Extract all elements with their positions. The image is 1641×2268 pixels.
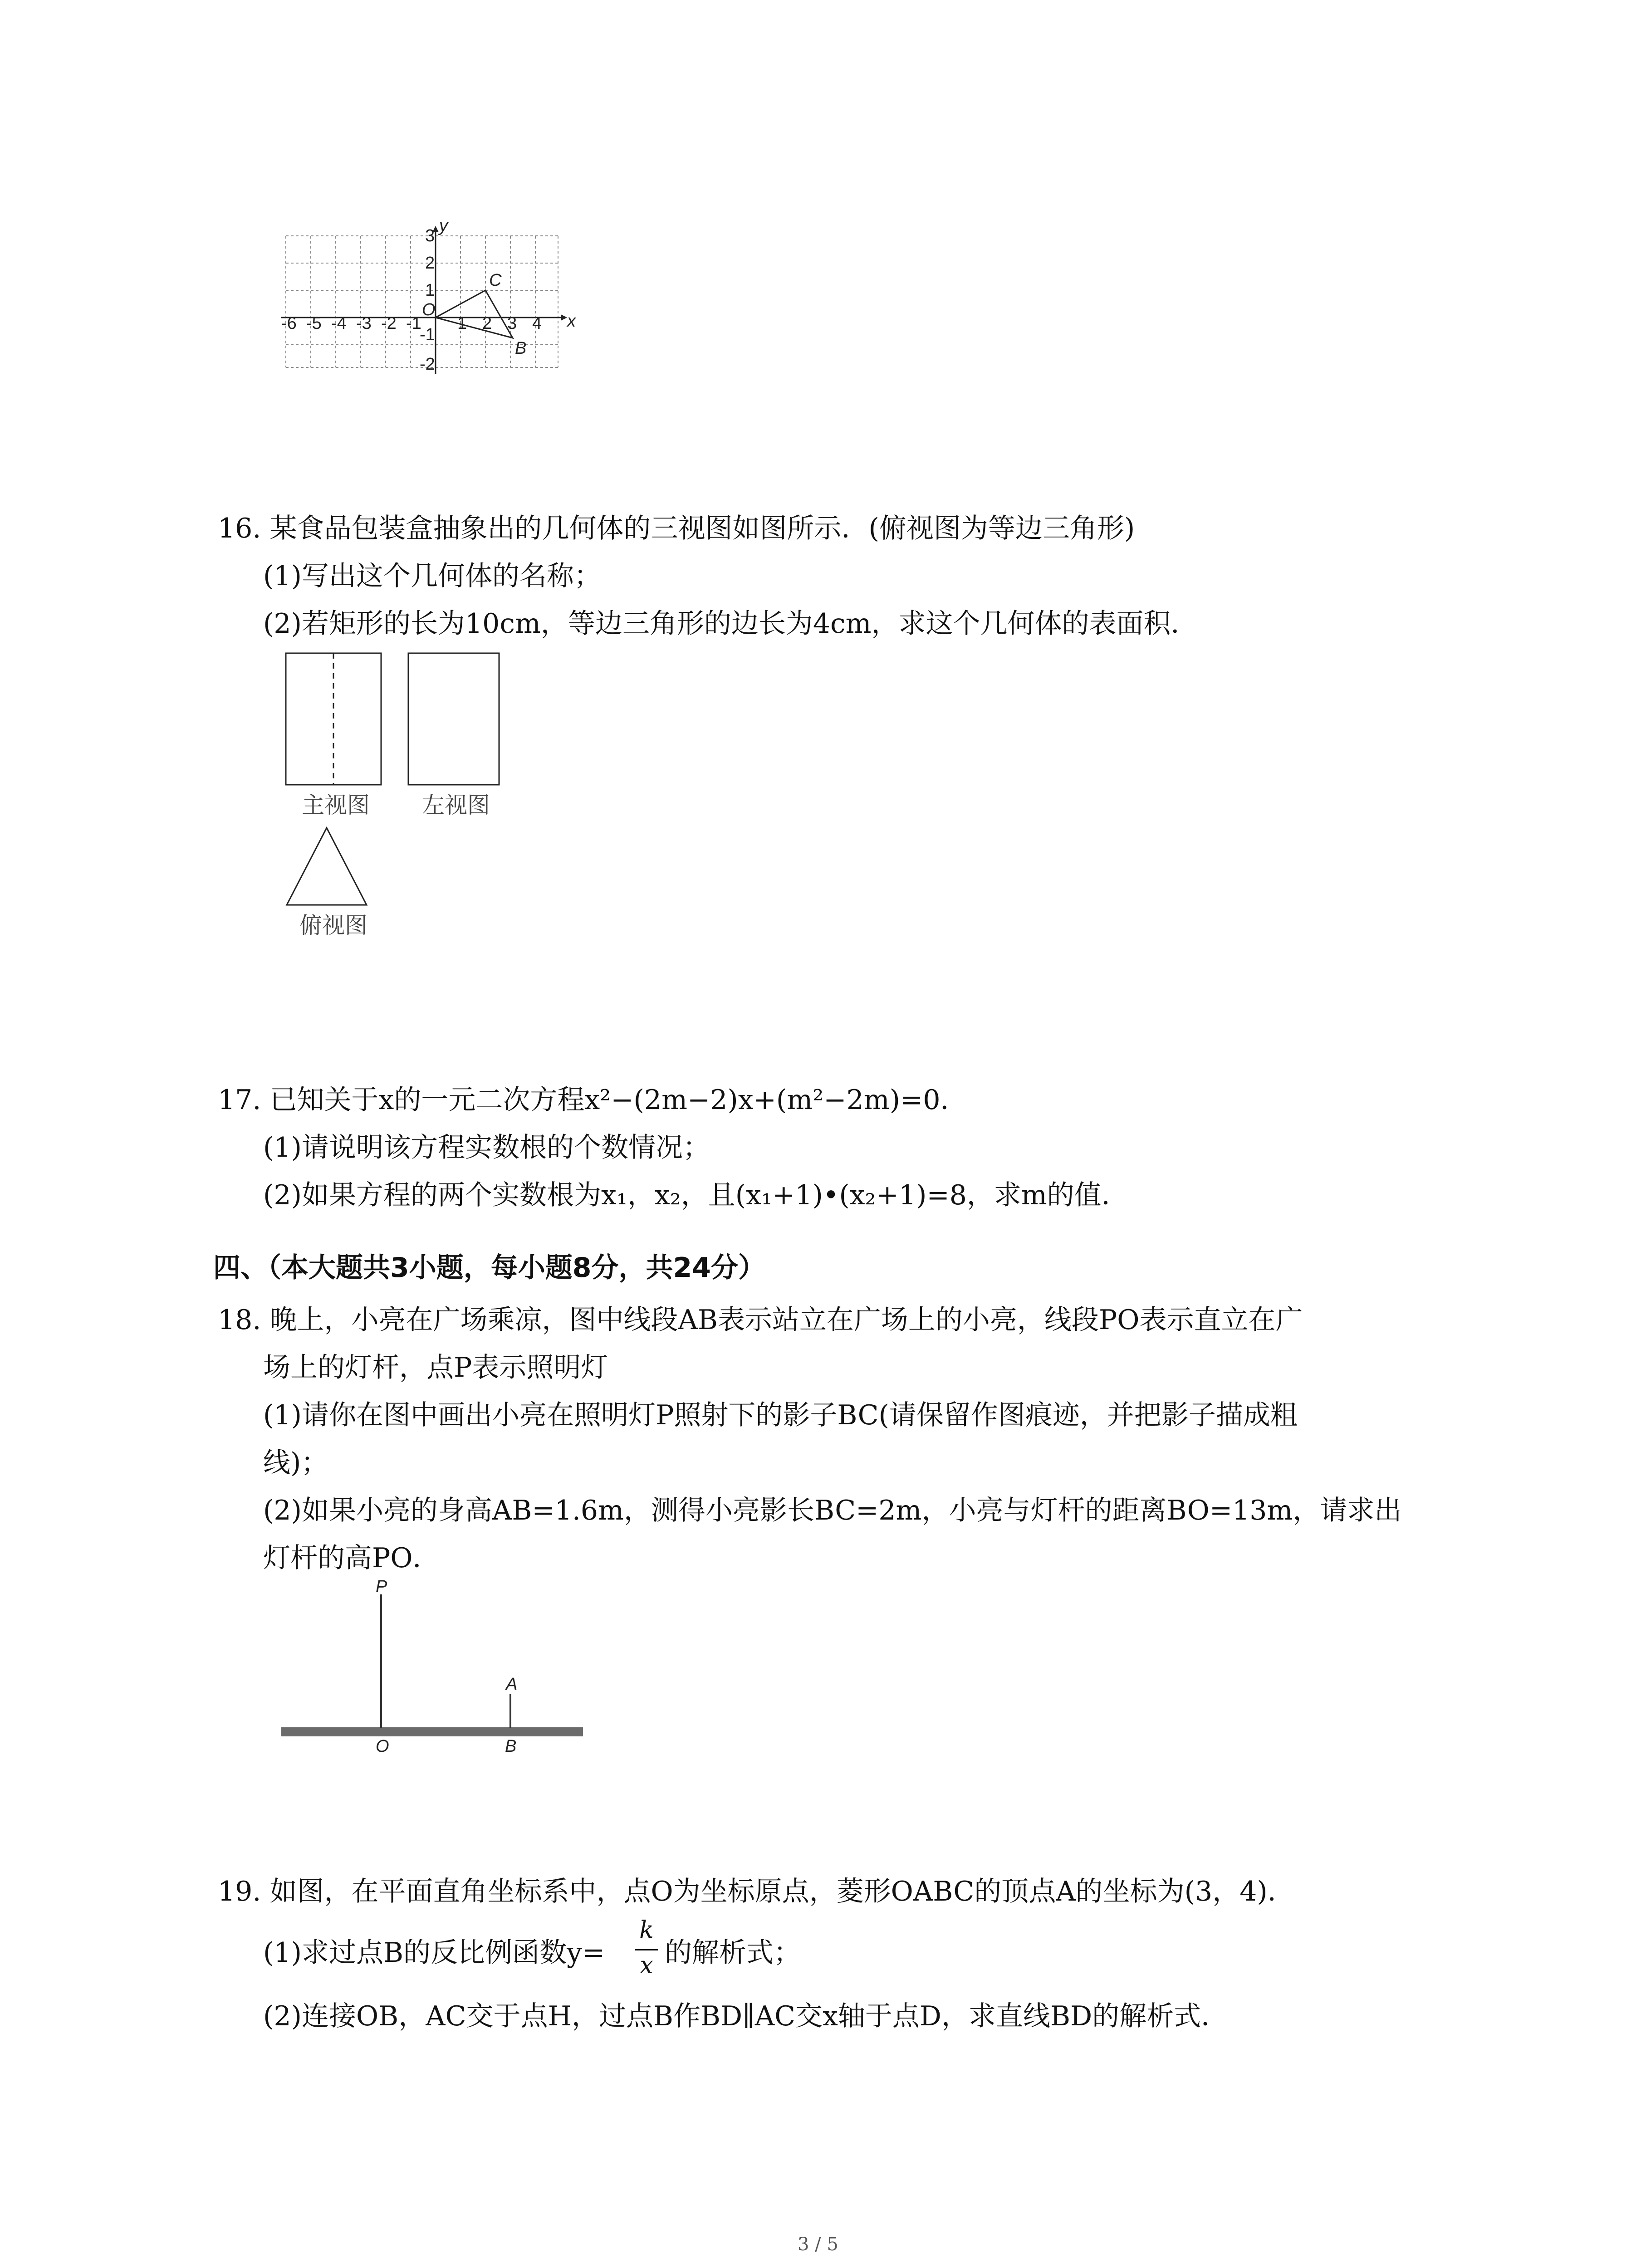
point-a-label: A [506,1675,518,1694]
q19-part2: (2)连接OB，AC交于点H，过点B作BD∥AC交x轴于点D，求直线BD的解析式． [263,2000,1229,2032]
q18-part1-a: (1)请你在图中画出小亮在照明灯P照射下的影子BC(请保留作图痕迹，并把影子描成粗 [263,1399,1298,1431]
y-tick: 1 [425,281,435,300]
y-axis-label: y [439,218,448,235]
q18-stem-1: 18. 晚上，小亮在广场乘凉，图中线段AB表示站立在广场上的小亮，线段PO表示直立在广 [218,1304,1303,1336]
section-4-heading: 四、（本大题共3小题，每小题8分，共24分） [213,1252,765,1284]
top-view-label: 俯视图 [299,912,367,938]
origin-label: O [422,300,436,319]
x-tick: -6 [281,314,297,333]
left-view-rect [408,653,499,785]
x-tick: -1 [406,314,421,333]
q19-part1-pre: (1)求过点B的反比例函数y= [263,1937,605,1969]
x-axis-label: x [567,312,576,331]
q18-part2-a: (2)如果小亮的身高AB=1.6m，测得小亮影长BC=2m，小亮与灯杆的距离BO=13m，请求出 [263,1495,1402,1526]
y-tick: 2 [425,254,435,273]
x-tick: 1 [457,314,467,333]
point-b-label: B [515,339,527,358]
x-axis-arrow [561,314,567,321]
y-tick: -2 [420,355,435,374]
fraction-bar [635,1949,658,1950]
x-tick: 4 [532,314,542,333]
coordinate-grid-figure [272,218,581,381]
q18-stem-2: 场上的灯杆，点P表示照明灯 [263,1352,608,1383]
x-tick: 3 [507,314,517,333]
q19-stem: 19. 如图，在平面直角坐标系中，点O为坐标原点，菱形OABC的顶点A的坐标为(3，4)． [218,1876,1295,1907]
q17-stem: 17. 已知关于x的一元二次方程x²−(2m−2)x+(m²−2m)=0． [218,1084,968,1116]
x-tick: -2 [381,314,397,333]
top-view-triangle [287,828,367,905]
point-c-label: C [489,271,502,290]
q18-part2-b: 灯杆的高PO． [263,1542,440,1574]
fraction-numerator: k [639,1916,654,1944]
x-tick: -5 [306,314,322,333]
point-o-label: O [376,1737,389,1755]
x-tick: -3 [356,314,372,333]
q17-part2: (2)如果方程的两个实数根为x₁，x₂，且(x₁+1)•(x₂+1)=8，求m的值． [263,1179,1129,1211]
q18-part1-b: 线)； [263,1447,328,1479]
q17-part1: (1)请说明该方程实数根的个数情况； [263,1132,710,1163]
q16-part2: (2)若矩形的长为10cm，等边三角形的边长为4cm，求这个几何体的表面积． [263,608,1198,640]
page-number: 3 / 5 [798,2234,838,2255]
ground [281,1727,583,1736]
point-p-label: P [376,1577,387,1596]
lamp-post-figure [272,1574,590,1755]
point-b-label: B [505,1737,517,1755]
y-tick: -1 [420,325,435,344]
x-tick: 2 [482,314,492,333]
q19-part1-post: 的解析式； [665,1937,801,1969]
q16-part1: (1)写出这个几何体的名称； [263,560,601,592]
q16-stem: 16. 某食品包装盒抽象出的几何体的三视图如图所示．(俯视图为等边三角形) [218,513,1135,544]
fraction-denominator: x [640,1952,653,1979]
triangle-ocb [436,290,513,338]
x-tick: -4 [331,314,347,333]
fraction-k-over-x [633,1916,660,1984]
front-view-label: 主视图 [302,792,370,818]
left-view-label: 左视图 [422,792,490,818]
y-tick: 3 [425,226,435,245]
